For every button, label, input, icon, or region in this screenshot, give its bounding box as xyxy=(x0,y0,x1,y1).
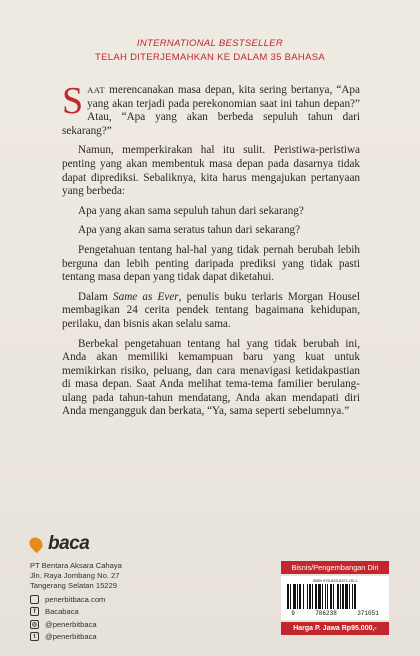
blurb-paragraph-1 xyxy=(62,80,360,138)
barcode-bar xyxy=(315,584,317,609)
barcode-bar xyxy=(293,584,296,609)
blurb-p4-end: , penulis buku terlaris Morgan Housel membagikan 24 cerita pendek tentang bagaimana kehidupan, perilaku, dan bisnis akan selalu sama. xyxy=(62,290,360,330)
blurb-question-2: Apa yang akan sama seratus tahun dari sekarang? xyxy=(78,224,301,237)
barcode-bar xyxy=(327,584,328,609)
logo-wordmark: baca xyxy=(48,533,90,554)
barcode-bar xyxy=(342,584,344,609)
barcode-bar xyxy=(325,584,326,609)
translation-tagline: TELAH DITERJEMAHKAN KE DALAM 35 BAHASA xyxy=(95,52,325,63)
price-tag: Harga P. Jawa Rp95.000,- xyxy=(281,622,389,635)
barcode-bar xyxy=(290,584,291,609)
twitter-row[interactable] xyxy=(30,631,105,643)
barcode-bar xyxy=(307,584,308,609)
category-label: Bisnis/Pengembangan Diri xyxy=(281,561,389,574)
blurb xyxy=(62,80,360,425)
instagram-icon: ◎ xyxy=(31,621,38,628)
barcode-bar xyxy=(312,584,313,609)
blurb-paragraph-4 xyxy=(62,291,360,332)
drop-cap: S xyxy=(62,80,84,122)
barcode-digit: 9 xyxy=(291,610,295,617)
website-row[interactable] xyxy=(30,593,105,605)
publisher-logo xyxy=(30,533,89,555)
facebook-link[interactable]: Bacabaca xyxy=(45,607,79,616)
publisher-address-line-1: Jln. Raya Jombang No. 27 xyxy=(30,571,120,581)
blurb-paragraph-5: Berbekal pengetahuan tentang hal yang tidak berubah ini, Anda akan memiliki kemampuan baru yang kuat untuk memikirkan risiko, peluang, dan cara menavigasi ketidakpastian di masa depan. Saat Anda melihat tema-tema familier berulang-ulang pada tahun-tahun mendatang, Anda akan mendapati diri Anda mengangguk dan berkata, “Ya, sama seperti sebelumnya.” xyxy=(62,337,360,418)
instagram-link[interactable]: @penerbitbaca xyxy=(45,619,97,629)
twitter-link[interactable]: @penerbitbaca xyxy=(45,632,97,641)
barcode-bar xyxy=(337,584,339,609)
barcode-bar xyxy=(345,584,348,609)
barcode-bar xyxy=(309,584,311,609)
twitter-icon: t xyxy=(30,632,39,641)
barcode-bar xyxy=(322,584,323,609)
website-link[interactable]: penerbitbaca.com xyxy=(45,594,106,604)
barcode-bar xyxy=(318,584,321,609)
barcode-bar xyxy=(303,584,304,609)
blurb-paragraph-2: Namun, memperkirakan hal itu sulit. Peristiwa-peristiwa penting yang akan membentuk masa depan pada dasarnya tidak dapat diprediksi. Sebaliknya, kita harus mengajukan pertanyaan yang berbeda: xyxy=(62,144,360,198)
barcode-numbers xyxy=(281,610,389,617)
barcode xyxy=(281,576,389,620)
facebook-row[interactable] xyxy=(30,606,105,618)
blurb-p4-start: Dalam xyxy=(78,290,113,303)
barcode-bar xyxy=(297,584,298,609)
barcode-bar xyxy=(340,584,341,609)
facebook-icon: f xyxy=(30,607,39,616)
book-title: Same as Ever xyxy=(113,290,179,303)
cover-header xyxy=(0,38,420,63)
barcode-bars xyxy=(287,584,383,609)
social-links xyxy=(30,593,105,643)
barcode-bar xyxy=(299,584,301,609)
bestseller-tagline: INTERNATIONAL BESTSELLER xyxy=(136,38,284,49)
instagram-row[interactable] xyxy=(30,618,105,630)
publisher-address xyxy=(30,561,122,592)
lead-in-caps: AAT xyxy=(87,85,106,95)
barcode-group-2: 371051 xyxy=(357,610,379,617)
drop-icon xyxy=(27,535,45,553)
blurb-paragraph-3: Pengetahuan tentang hal-hal yang tidak pernah berubah lebih berguna dan lebih penting daripada prediksi yang tidak pasti tentang masa depan yang tidak dapat diketahui. xyxy=(62,243,360,284)
blurb-paragraph-1-text: merencanakan masa depan, kita sering bertanya, “Apa yang akan terjadi pada perekonomian saat ini tahun depan?” Atau, “Apa yang akan berbeda sepuluh tahun dari sekarang?” xyxy=(62,84,360,137)
publisher-name: PT Bentara Aksara Cahaya xyxy=(30,561,122,570)
globe-icon xyxy=(30,595,39,604)
barcode-bar xyxy=(352,584,353,609)
publisher-address-line-2: Tangerang Selatan 15229 xyxy=(30,581,117,591)
barcode-bar xyxy=(354,584,356,609)
barcode-bar xyxy=(349,584,350,609)
isbn-label: ISBN 978-623-8371-05-1 xyxy=(312,578,358,583)
barcode-bar xyxy=(333,584,334,609)
blurb-question-1: Apa yang akan sama sepuluh tahun dari sekarang? xyxy=(78,204,304,217)
barcode-bar xyxy=(287,584,289,609)
barcode-bar xyxy=(330,584,332,609)
barcode-group-1: 786238 xyxy=(315,610,337,617)
